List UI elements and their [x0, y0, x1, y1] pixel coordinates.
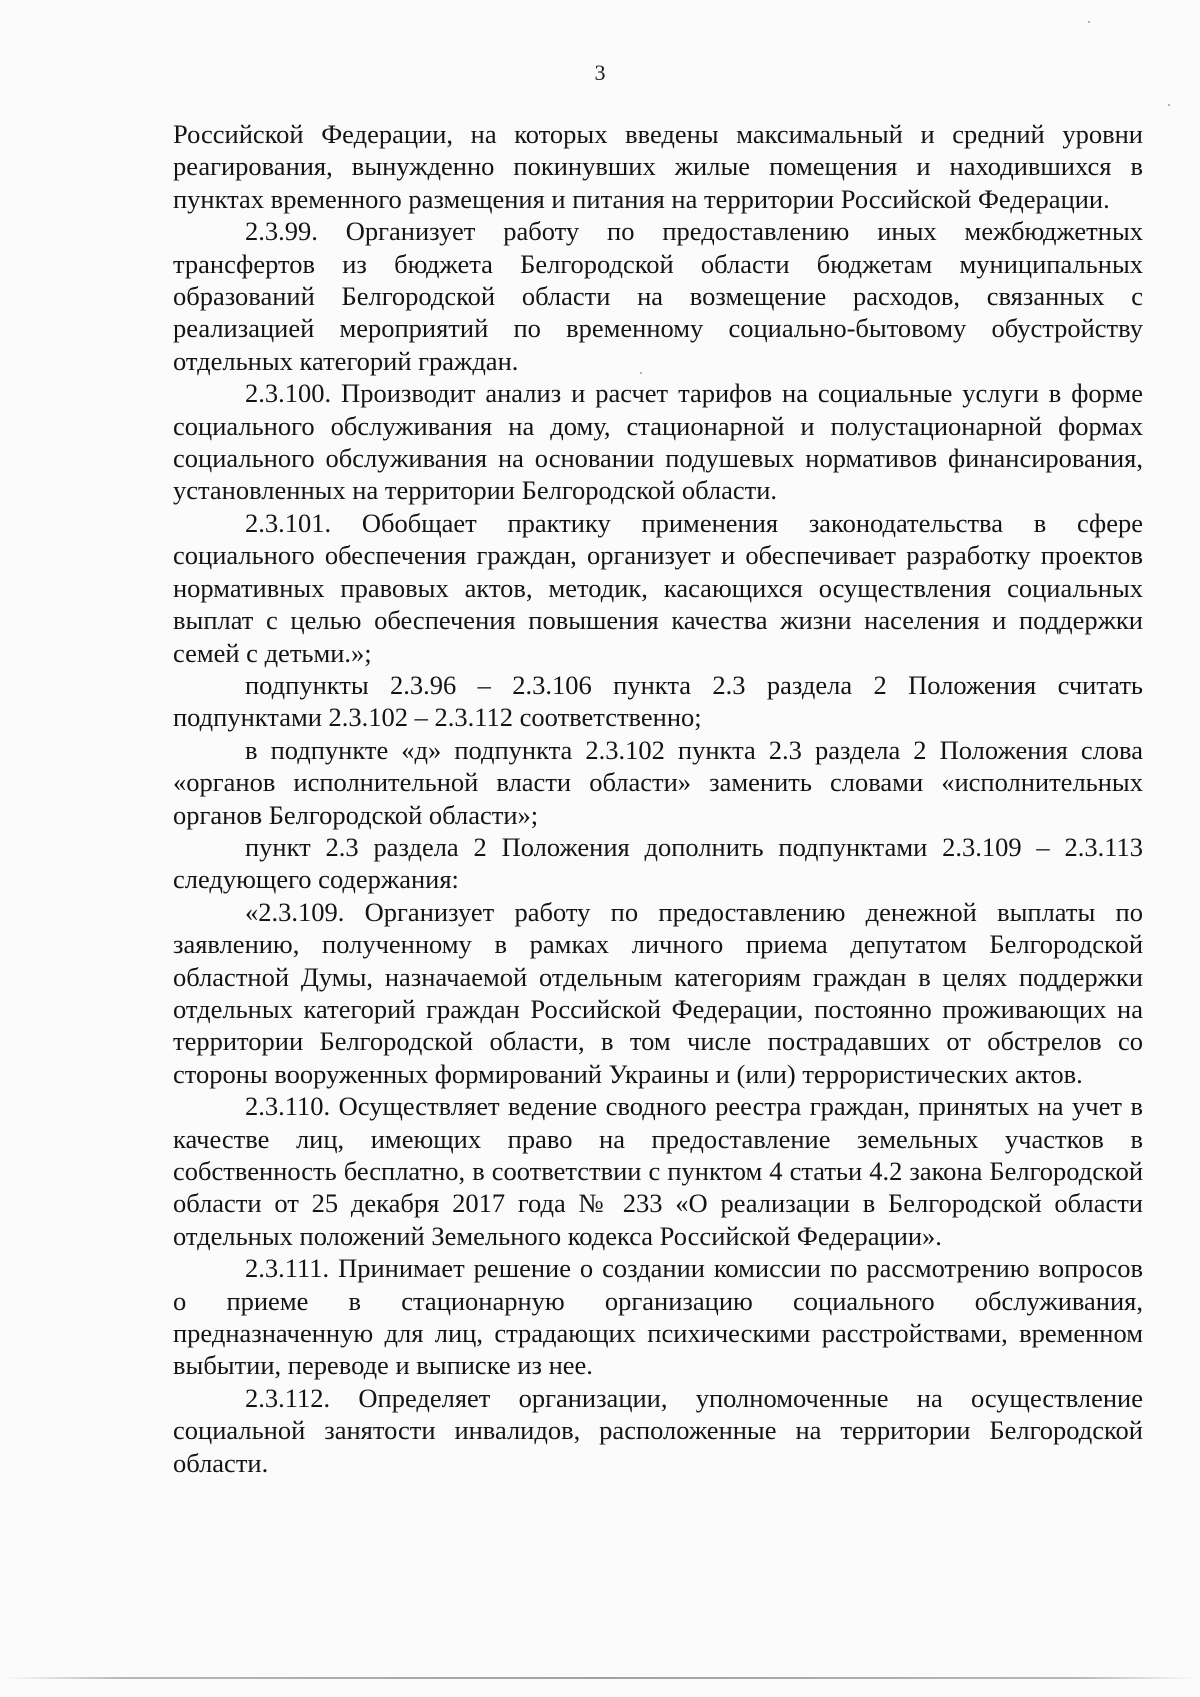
scan-speck [1168, 104, 1170, 106]
scan-speck [640, 372, 642, 374]
paragraph-2-3-111: 2.3.111. Принимает решение о создании комиссии по рассмотрению вопросов о приеме в стационарную организацию социального обслуживания, предназначенную для лиц, страдающих психическими расстройствами, временном выбытии, переводе и выписке из нее. [173, 1253, 1143, 1381]
paragraph-add-subitems: пункт 2.3 раздела 2 Положения дополнить подпунктами 2.3.109 – 2.3.113 следующего содержания: [173, 831, 1143, 895]
paragraph-2-3-109: «2.3.109. Организует работу по предоставлению денежной выплаты по заявлению, полученному в рамках личного приема депутатом Белгородской областной Думы, назначаемой отдельным категориям граждан в целях поддержки отдельных категорий граждан Российской Федерации, постоянно проживающих на территории Белгородской области, в том числе пострадавших от обстрелов со стороны вооруженных формирований Украины и (или) террористических актов. [173, 896, 1143, 1089]
scan-speck [1088, 21, 1090, 23]
page-number: 3 [594, 60, 606, 85]
paragraph-2-3-112: 2.3.112. Определяет организации, уполномоченные на осуществление социальной занятости инвалидов, расположенные на территории Белгородской области. [173, 1382, 1143, 1478]
scan-edge-line [0, 1677, 1200, 1679]
paragraph-2-3-100: 2.3.100. Производит анализ и расчет тарифов на социальные услуги в форме социального обслуживания на дому, стационарной и полустационарной формах социального обслуживания на основании подушевых нормативов финансирования, установленных на территории Белгородской области. [173, 378, 1143, 506]
paragraph-2-3-101: 2.3.101. Обобщает практику применения законодательства в сфере социального обеспечения граждан, организует и обеспечивает разработку проектов нормативных правовых актов, методик, касающихся осуществления социальных выплат с целью обеспечения повышения качества жизни населения и поддержки семей с детьми.»; [173, 507, 1143, 668]
paragraph-renumber-subitems: подпункты 2.3.96 – 2.3.106 пункта 2.3 раздела 2 Положения считать подпунктами 2.3.102 – 2.3.112 соответственно; [173, 669, 1143, 733]
paragraph-2-3-110: 2.3.110. Осуществляет ведение сводного реестра граждан, принятых на учет в качестве лиц, имеющих право на предоставление земельных участков в собственность бесплатно, в соответствии с пунктом 4 статьи 4.2 закона Белгородской области от 25 декабря 2017 года № 233 «О реализации в Белгородской области отдельных положений Земельного кодекса Российской Федерации». [173, 1091, 1143, 1251]
paragraph-replace-words: в подпункте «д» подпункта 2.3.102 пункта 2.3 раздела 2 Положения слова «органов исполнительной власти области» заменить словами «исполнительных органов Белгородской области»; [173, 734, 1143, 830]
paragraph-continuation: Российской Федерации, на которых введены максимальный и средний уровни реагирования, вынужденно покинувших жилые помещения и находившихся в пунктах временного размещения и питания на территории Российской Федерации. [173, 119, 1143, 214]
paragraph-2-3-99: 2.3.99. Организует работу по предоставлению иных межбюджетных трансфертов из бюджета Белгородской области бюджетам муниципальных образований Белгородской области на возмещение расходов, связанных с реализацией мероприятий по временному социально-бытовому обустройству отдельных категорий граждан. [173, 216, 1143, 376]
document-body [173, 118, 1143, 1479]
